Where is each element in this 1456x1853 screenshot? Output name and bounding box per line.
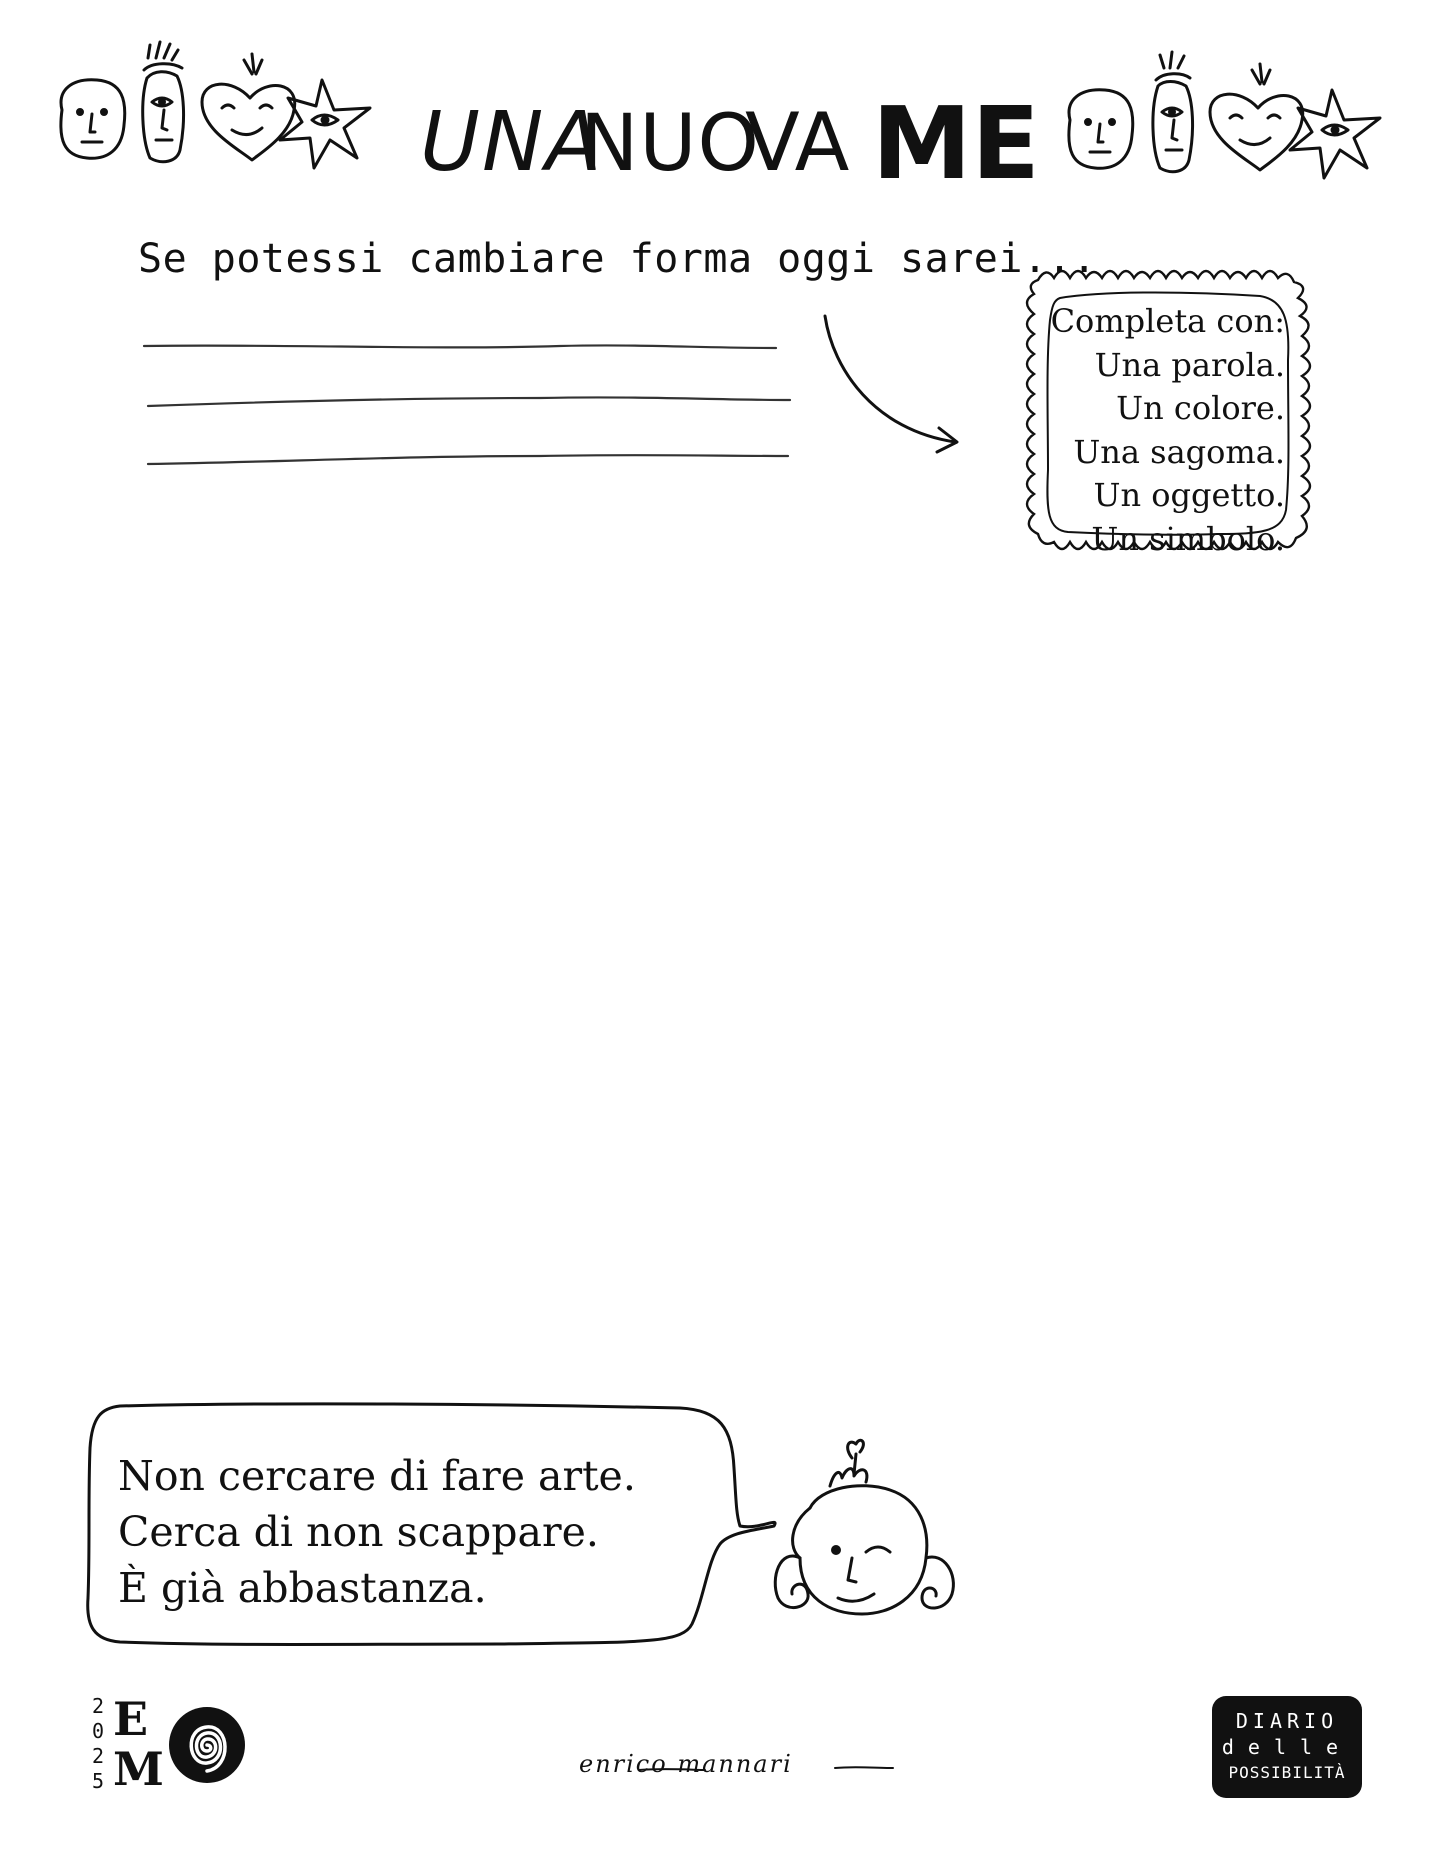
header-doodles-left [52, 40, 382, 200]
arrow-icon [815, 310, 965, 470]
diario-logo [1212, 1696, 1362, 1798]
year-digit: 2 [92, 1744, 105, 1768]
speech-quote [118, 1448, 636, 1616]
winking-girl-illustration [730, 1428, 980, 1638]
year-digit: 2 [92, 1694, 105, 1718]
page-title [410, 78, 1040, 202]
prompt-text: Se potessi cambiare forma oggi sarei... [138, 236, 1097, 282]
hint-item: Un colore. [1116, 389, 1285, 427]
hint-item: Una sagoma. [1073, 432, 1285, 471]
answer-line [148, 455, 788, 464]
year-digit: 5 [92, 1769, 105, 1793]
quote-line: Cerca di non scappare. [118, 1508, 599, 1556]
spiral-icon [169, 1707, 245, 1783]
signature-text: enrico mannari [579, 1750, 793, 1778]
crowned-face-icon [143, 42, 184, 162]
face-icon [61, 80, 125, 158]
header-doodles-right [1060, 50, 1390, 210]
quote-line: È già abbastanza. [118, 1564, 487, 1612]
year-digit: 0 [92, 1719, 105, 1743]
title-nuo: NUO [580, 99, 760, 189]
title-va: VA [745, 96, 850, 189]
crowned-face-icon [1153, 52, 1193, 172]
title-me: ME [872, 85, 1040, 202]
diario-line: DIARIO [1235, 1709, 1339, 1733]
diario-line: delle [1221, 1735, 1353, 1759]
hint-item: Un simbolo. [1091, 519, 1285, 558]
hint-item: Una parola. [1094, 345, 1285, 384]
heart-face-icon [202, 54, 295, 160]
quote-line: Non cercare di fare arte. [118, 1452, 636, 1500]
answer-line [148, 397, 790, 406]
diario-line: POSSIBILITÀ [1228, 1763, 1346, 1782]
em-letter-e: E [113, 1692, 149, 1746]
answer-line [144, 345, 776, 348]
heart-face-icon [1210, 64, 1303, 170]
eye-star-icon [1290, 90, 1380, 178]
face-icon [1069, 90, 1133, 168]
title-una: UNA [420, 95, 604, 190]
hint-item: Un oggetto. [1093, 476, 1285, 514]
em-letter-m: M [113, 1742, 164, 1796]
answer-lines[interactable] [140, 330, 800, 480]
crown-icon [830, 1469, 867, 1486]
author-signature [575, 1748, 895, 1788]
hint-list [1030, 300, 1285, 561]
hint-heading: Completa con: [1050, 302, 1285, 340]
